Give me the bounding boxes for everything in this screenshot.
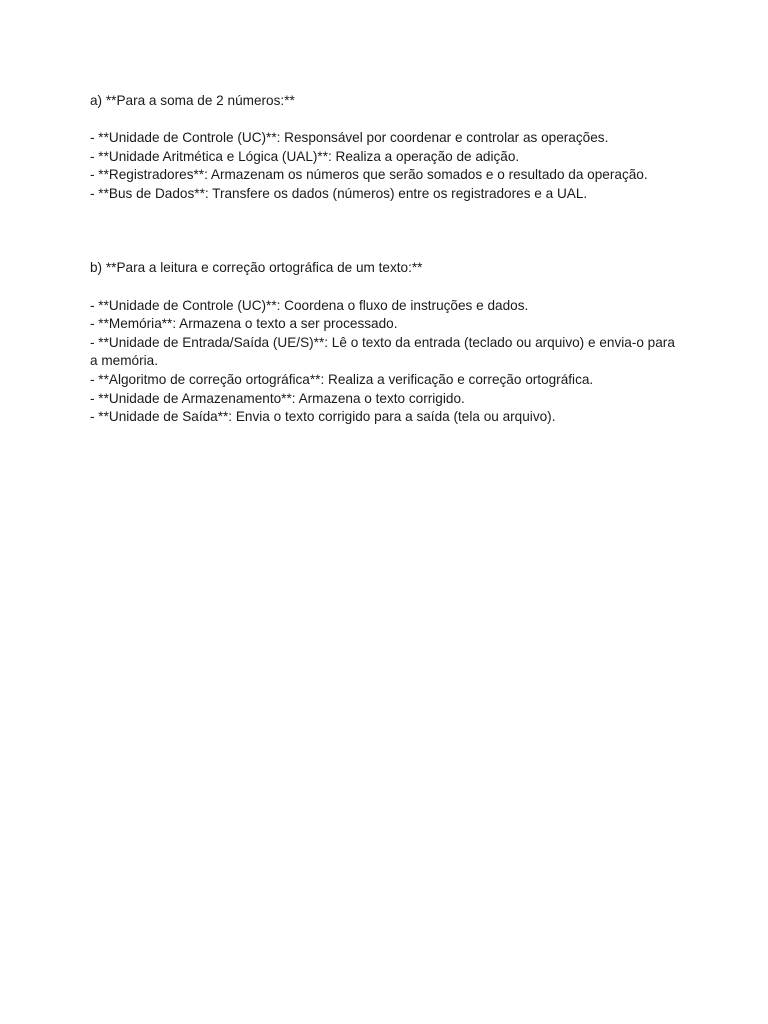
list-item: - **Unidade de Controle (UC)**: Coordena o fluxo de instruções e dados. [90, 297, 529, 313]
section-b-heading: b) **Para a leitura e correção ortográfica de um texto:** [90, 260, 423, 276]
section-a-list [90, 129, 680, 203]
list-item: - **Unidade de Saída**: Envia o texto corrigido para a saída (tela ou arquivo). [90, 409, 556, 425]
section-a-heading: a) **Para a soma de 2 números:** [90, 93, 295, 108]
list-item: - **Unidade de Armazenamento**: Armazena o texto corrigido. [90, 390, 465, 406]
list-item: - **Unidade Aritmética e Lógica (UAL)**: Realiza a operação de adição. [90, 148, 520, 164]
blank-line [90, 111, 680, 130]
blank-line [90, 278, 680, 297]
document-body [90, 92, 680, 427]
section-spacer [90, 204, 680, 260]
list-item: - **Unidade de Controle (UC)**: Responsável por coordenar e controlar as operações. [90, 130, 609, 146]
list-item: - **Bus de Dados**: Transfere os dados (números) entre os registradores e a UAL. [90, 185, 588, 201]
list-item: - **Algoritmo de correção ortográfica**: Realiza a verificação e correção ortográfica. [90, 371, 594, 387]
list-item: - **Registradores**: Armazenam os números que serão somados e o resultado da operação. [90, 167, 648, 183]
section-b-list [90, 297, 680, 427]
list-item: - **Unidade de Entrada/Saída (UE/S)**: Lê o texto da entrada (teclado ou arquivo) e envia-o para a memória. [90, 334, 675, 369]
list-item: - **Memória**: Armazena o texto a ser processado. [90, 316, 398, 332]
